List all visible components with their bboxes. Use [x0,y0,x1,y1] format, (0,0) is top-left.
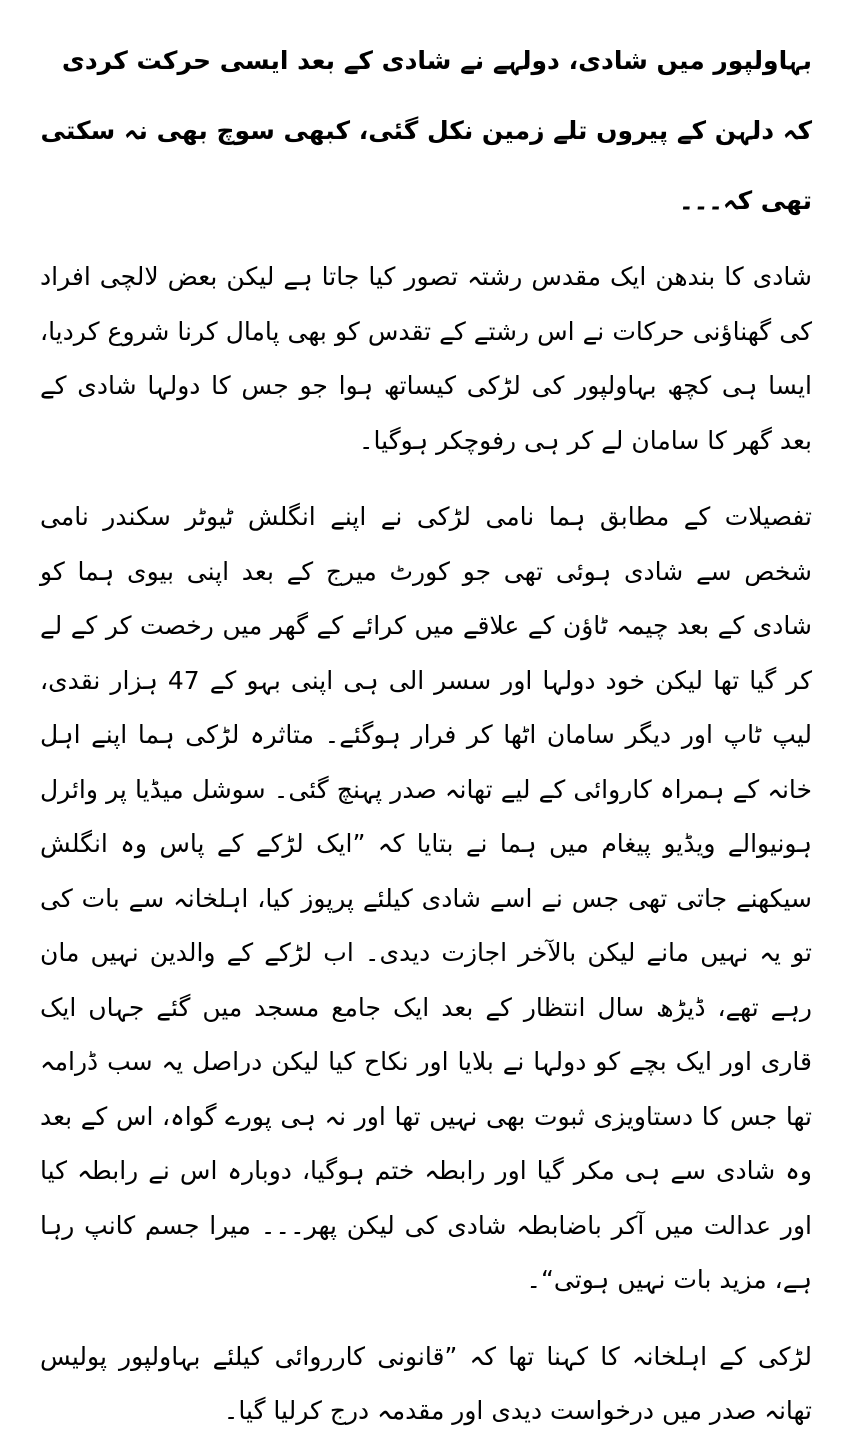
article-paragraph-family-statement: لڑکی کے اہلخانہ کا کہنا تھا کہ ”قانونی کارروائی کیلئے بہاولپور پولیس تھانہ صدر میں درخواست دیدی اور مقدمہ درج کرلیا گیا۔ [40,1341,812,1425]
article-paragraph-intro: شادی کا بندھن ایک مقدس رشتہ تصور کیا جاتا ہے لیکن بعض لالچی افراد کی گھناؤنی حرکات نے اس رشتے کے تقدس کو بھی پامال کرنا شروع کردیا، ایسا ہی کچھ بہاولپور کی لڑکی کیساتھ ہوا جو جس کا دولہا شادی کے بعد گھر کا سامان لے کر ہی رفوچکر ہوگیا۔ [40,262,812,455]
article-paragraph-details: تفصیلات کے مطابق ہما نامی لڑکی نے اپنے انگلش ٹیوٹر سکندر نامی شخص سے شادی ہوئی تھی جو کورٹ میرج کے بعد اپنی بیوی ہما کو شادی کے بعد چیمہ ٹاؤن کے علاقے میں کرائے کے گھر میں رخصت کر کے لے کر گیا تھا لیکن خود دولہا اور سسر الی ہی اپنی بہو کے 47 ہزار نقدی، لیپ ٹاپ اور دیگر سامان اٹھا کر فرار ہوگئے۔ متاثرہ لڑکی ہما اپنے اہل خانہ کے ہمراہ کاروائی کے لیے تھانہ صدر پہنچ گئی۔ سوشل میڈیا پر وائرل ہونیوالے ویڈیو پیغام میں ہما نے بتایا کہ ”ایک لڑکے کے پاس وہ انگلش سیکھنے جاتی تھی جس نے اسے شادی کیلئے پرپوز کیا، اہلخانہ سے بات کی تو یہ نہیں مانے لیکن بالآخر اجازت دیدی۔ اب لڑکے کے والدین نہیں مان رہے تھے، ڈیڑھ سال انتظار کے بعد ایک جامع مسجد میں گئے جہاں ایک قاری اور ایک بچے کو دولہا نے بلایا اور نکاح کیا لیکن دراصل یہ سب ڈرامہ تھا جس کا دستاویزی ثبوت بھی نہیں تھا اور نہ ہی پورے گواہ، اس کے بعد وہ شادی سے ہی مکر گیا اور رابطہ ختم ہوگیا، دوبارہ اس نے رابطہ کیا اور عدالت میں آکر باضابطہ شادی کی لیکن پھر۔۔۔ میرا جسم کانپ رہا ہے، مزید بات نہیں ہوتی“۔ [40,502,813,1294]
article-headline: بہاولپور میں شادی، دولہے نے شادی کے بعد ایسی حرکت کردی کہ دلہن کے پیروں تلے زمین نکل گئی، کبھی سوچ بھی نہ سکتی تھی کہ۔۔۔ [40,46,812,215]
